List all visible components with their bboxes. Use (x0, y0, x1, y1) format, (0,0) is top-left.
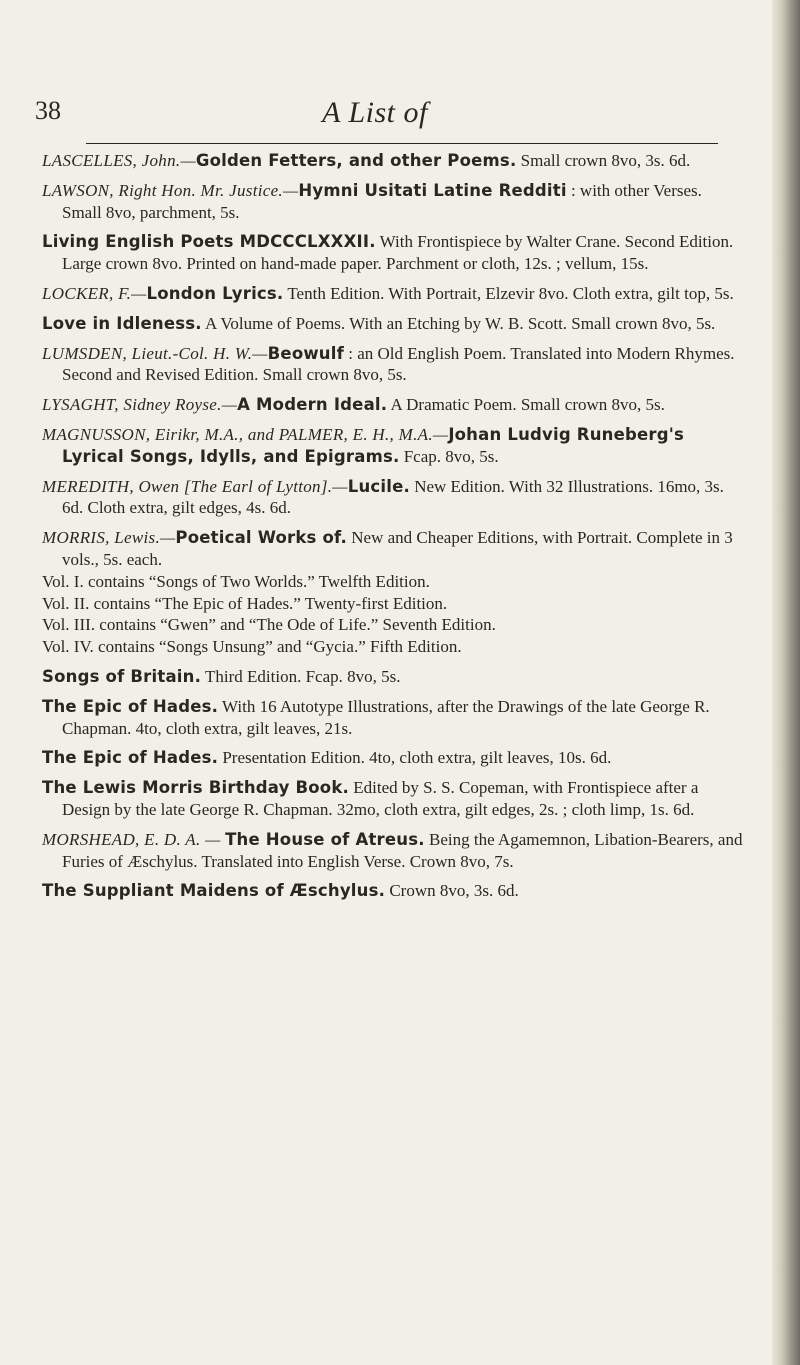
catalogue-entry (42, 696, 744, 740)
entry-detail: Vol. I. contains “Songs of Two Worlds.” Twelfth Edition. (42, 571, 430, 591)
catalogue-entry (42, 150, 744, 172)
catalogue-entry (42, 283, 744, 305)
entry-title: The Suppliant Maidens of Æschylus. (42, 881, 386, 901)
entry-author: LAWSON, Right Hon. Mr. Justice.— (42, 180, 299, 200)
entry-author: LOCKER, F.— (42, 283, 147, 303)
catalogue-entry (42, 231, 744, 275)
entry-author: LUMSDEN, Lieut.-Col. H. W.— (42, 343, 268, 363)
entry-title: The Epic of Hades. (42, 696, 219, 716)
page-number: 38 (35, 96, 61, 125)
entry-detail: Vol. II. contains “The Epic of Hades.” Twenty-first Edition. (42, 593, 448, 613)
entry-detail: Fcap. 8vo, 5s. (399, 446, 499, 466)
volume-line (42, 593, 744, 615)
entry-detail: Presentation Edition. 4to, cloth extra, gilt leaves, 10s. 6d. (218, 748, 612, 768)
catalogue-entry (42, 424, 744, 468)
entry-title: The Lewis Morris Birthday Book. (42, 778, 349, 798)
catalogue-entry (42, 343, 744, 387)
entry-title: The House of Atreus. (225, 829, 425, 849)
entry-title: Hymni Usitati Latine Redditi (298, 180, 567, 200)
entry-author: MEREDITH, Owen [The Earl of Lytton].— (42, 476, 348, 496)
entry-detail: : an Old English Poem. Translated into Modern Rhymes. Second and Revised Edition. Small crown 8vo, 5s. (62, 343, 735, 385)
entry-detail: Edited by S. S. Copeman, with Frontispiece after a Design by the late George R. Chapman. 32mo, cloth extra, gilt edges, 2s. ; cloth limp, 1s. 6d. (62, 778, 699, 819)
entry-detail: A Dramatic Poem. Small crown 8vo, 5s. (387, 395, 665, 415)
entry-detail: : with other Verses. Small 8vo, parchment, 5s. (62, 180, 702, 222)
entry-title: Poetical Works of. (175, 528, 348, 548)
entry-detail: With 16 Autotype Illustrations, after the Drawings of the late George R. Chapman. 4to, cloth extra, gilt leaves, 21s. (62, 696, 710, 738)
entry-title: The Epic of Hades. (42, 748, 219, 768)
entry-detail: Crown 8vo, 3s. 6d. (385, 881, 519, 901)
entry-title: Living English Poets MDCCCLXXXII. (42, 232, 376, 252)
entry-detail: Small crown 8vo, 3s. 6d. (516, 151, 691, 170)
catalogue-entry (42, 829, 744, 873)
entry-author: MORRIS, Lewis.— (42, 528, 176, 548)
catalogue-entry (42, 313, 744, 335)
catalogue-entry (42, 666, 744, 688)
page-edge-shadow (772, 0, 800, 1365)
entry-detail: With Frontispiece by Walter Crane. Second Edition. Large crown 8vo. Printed on hand-made paper. Parchment or cloth, 12s. ; vellum, 15s. (62, 232, 734, 274)
entry-detail: Vol. IV. contains “Songs Unsung” and “Gycia.” Fifth Edition. (42, 637, 462, 657)
entry-detail: A Volume of Poems. With an Etching by W. B. Scott. Small crown 8vo, 5s. (201, 313, 716, 333)
catalogue-entry (42, 880, 744, 902)
catalogue-entry (42, 527, 744, 571)
volume-line (42, 571, 744, 593)
header-rule (86, 143, 718, 144)
entry-author: MAGNUSSON, Eirikr, M.A., and PALMER, E. H., M.A.— (42, 424, 449, 444)
volume-line (42, 614, 744, 636)
entry-title: A Modern Ideal. (237, 395, 388, 415)
entry-detail: Tenth Edition. With Portrait, Elzevir 8vo. Cloth extra, gilt top, 5s. (283, 283, 734, 303)
entry-author: LASCELLES, John.— (42, 151, 196, 170)
catalogue-entry (42, 747, 744, 769)
catalogue-entry (42, 476, 744, 520)
entry-title: London Lyrics. (146, 283, 284, 303)
catalogue-entry (42, 180, 744, 224)
entry-detail: Third Edition. Fcap. 8vo, 5s. (201, 666, 401, 686)
catalogue-entries (42, 150, 744, 910)
entry-author: LYSAGHT, Sidney Royse.— (42, 395, 238, 415)
entry-title: Love in Idleness. (42, 313, 202, 333)
volume-line (42, 636, 744, 658)
running-title: A List of (322, 96, 428, 129)
entry-detail: New and Cheaper Editions, with Portrait. Complete in 3 vols., 5s. each. (62, 528, 733, 569)
entry-title: Songs of Britain. (42, 666, 202, 686)
page-header (35, 96, 715, 136)
entry-detail: New Edition. With 32 Illustrations. 16mo, 3s. 6d. Cloth extra, gilt edges, 4s. 6d. (62, 476, 724, 518)
entry-title: Lucile. (347, 476, 410, 496)
catalogue-entry (42, 394, 744, 416)
entry-detail: Being the Agamemnon, Libation-Bearers, and Furies of Æschylus. Translated into English Verse. Crown 8vo, 7s. (62, 829, 743, 871)
entry-detail: Vol. III. contains “Gwen” and “The Ode of Life.” Seventh Edition. (42, 615, 496, 635)
entry-title: Beowulf (267, 343, 344, 363)
entry-title: Johan Ludvig Runeberg's Lyrical Songs, Idylls, and Epigrams. (62, 424, 685, 466)
entry-author: MORSHEAD, E. D. A. — (42, 829, 226, 849)
catalogue-entry (42, 777, 744, 821)
entry-title: Golden Fetters, and other Poems. (195, 151, 517, 170)
